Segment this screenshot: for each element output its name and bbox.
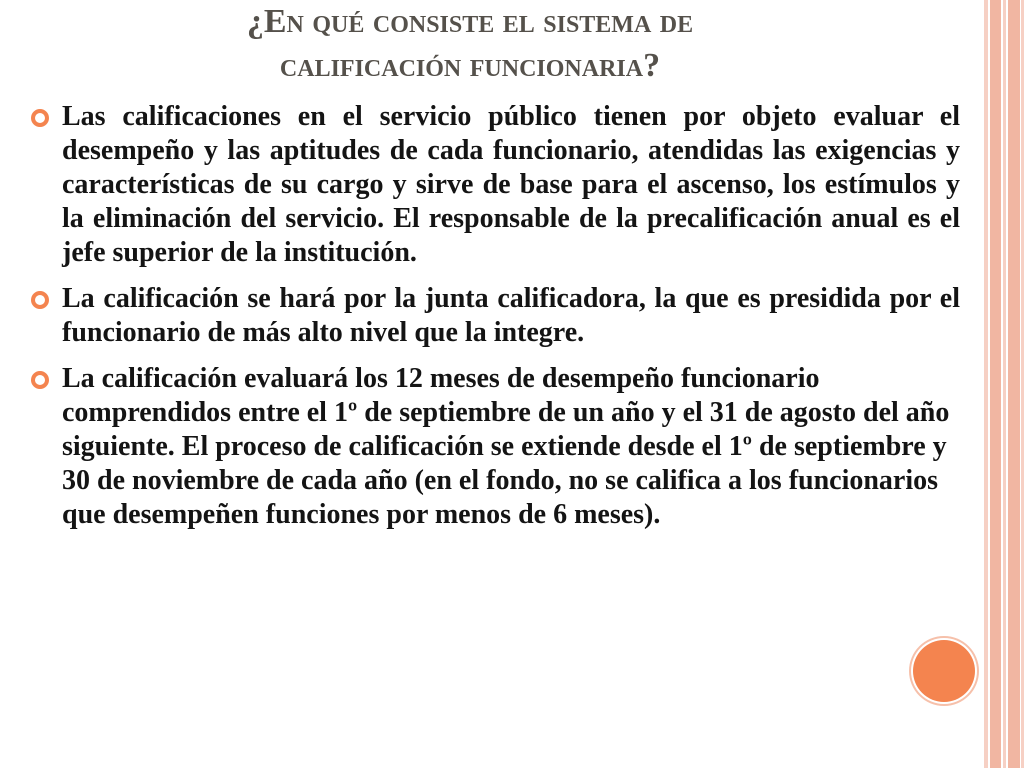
- bullet-text: Las calificaciones en el servicio público tienen por objeto evaluar el desempeño y las aptitudes de cada funcionario, atendidas las exigencias y características de su cargo y sirve de base para el ascenso, los estímulos y la eliminación del servicio. El responsable de la precalificación anual es el jefe superior de la institución.: [62, 101, 960, 268]
- ring-bullet-icon: [31, 109, 49, 127]
- orange-circle-decoration: [913, 640, 975, 702]
- right-border-stripe: [1003, 0, 1006, 768]
- bullet-list: [30, 100, 960, 544]
- slide-title-line-1: ¿En qué consiste el sistema de: [246, 3, 694, 40]
- slide-title: [60, 0, 880, 88]
- right-border-stripe: [984, 0, 988, 768]
- bullet-item: [30, 100, 960, 270]
- bullet-text: La calificación se hará por la junta calificadora, la que es presidida por el funcionario de más alto nivel que la integre.: [62, 283, 960, 348]
- bullet-item: [30, 282, 960, 350]
- bullet-text: La calificación evaluará los 12 meses de desempeño funcionario comprendidos entre el 1º de septiembre de un año y el 31 de agosto del año siguiente. El proceso de calificación se extiende desde el 1º de septiembre y 30 de noviembre de cada año (en el fondo, no se califica a los funcionarios que desempeñen funciones por menos de 6 meses).: [62, 363, 950, 530]
- ring-bullet-icon: [31, 291, 49, 309]
- right-border-stripe: [990, 0, 1001, 768]
- slide-title-line-2: calificación funcionaria?: [279, 47, 661, 84]
- right-border-stripe: [1008, 0, 1020, 768]
- ring-bullet-icon: [31, 371, 49, 389]
- bullet-item: [30, 362, 960, 532]
